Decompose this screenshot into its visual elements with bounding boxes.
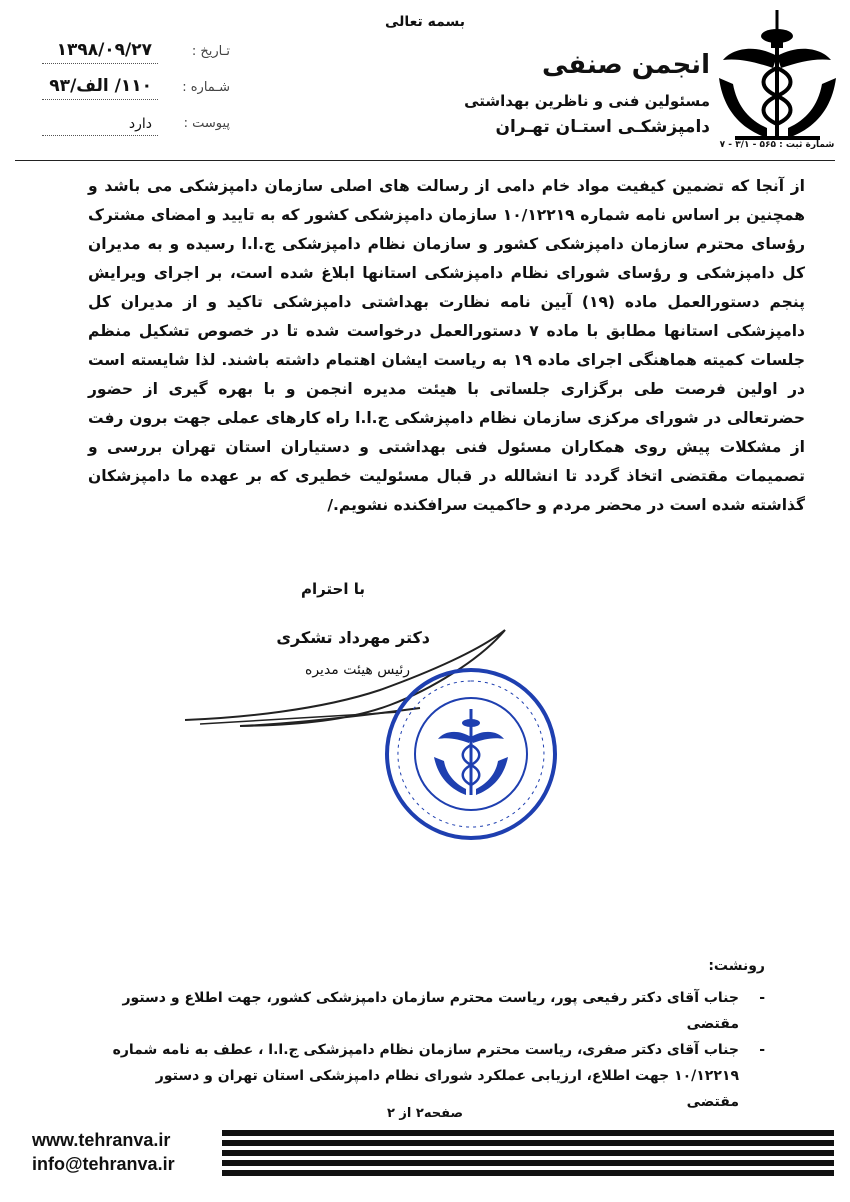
number-value: ۱۱۰/ الف/۹۳ [49,76,152,96]
attachment-underline [42,135,158,136]
date-underline [42,63,158,64]
page-number: صفحه۲ از ۲ [386,1106,464,1121]
cc-item [105,1037,765,1115]
date-value: ۱۳۹۸/۰۹/۲۷ [56,40,152,60]
body-paragraph: از آنجا که تضمین کیفیت مواد خام دامی از رسالت های اصلی سازمان دامپزشکی می باشد و همچنین بر اساس نامه شماره ۱۰/۱۲۲۱۹ سازمان دامپزشکی کشور که به تایید و امضای مشترک رؤسای محترم سازمان دامپزشکی کشور و سازمان نظام دامپزشکی ج.ا.ا رسیده و به مدیران کل دامپزشکی و رؤسای شورای نظام دامپزشکی استانها ابلاغ شده است، بر اجرای ویرایش پنجم دستورالعمل ماده (۱۹) آیین نامه نظارت بهداشتی دامپزشکی تاکید و از مدیران کل دامپزشکی استانها مطابق با ماده ۷ دستورالعمل درخواست شده تا در خصوص تشکیل منظم جلسات کمیته هماهنگی اجرای ماده ۱۹ به ریاست ایشان اهتمام داشته باشند. لذا شایسته است در اولین فرصت طی برگزاری جلساتی با هیئت مدیره انجمن و با بهره گیری از حضور حضرتعالی در شورای مرکزی سازمان نظام دامپزشکی ج.ا.ا راه کارهای عملی جهت برون رفت از مشکلات پیش روی همکاران مسئول فنی بهداشتی و دستیاران استان تهران بررسی و تصمیمات مقتضی اتخاذ گردد تا انشالله در قبال مسئولیت خطیری که بر عهده ما دامپزشکان گذاشته شده است در محضر مردم و حاکمیت سرافکنده نشویم./ [88,177,805,514]
letter-heading: بسمه تعالی [384,14,466,30]
number-underline [42,99,158,100]
cc-title: رونشت: [708,958,765,974]
email-link[interactable]: info@tehranva.ir [32,1154,175,1174]
cc-item-text: جناب آقای دکتر رفیعی پور، ریاست محترم سازمان دامپزشکی کشور، جهت اطلاع و دستور مقتضی [122,990,739,1032]
footer-stripes [222,1130,834,1176]
cc-item-text: جناب آقای دکتر صفری، ریاست محترم سازمان نظام دامپزشکی ج.ا.ا ، عطف به نامه شماره ۱۰/۱۲۲۱۹ جهت اطلاع، ارزیابی عملکرد شورای نظام دامپزشکی استان تهران و دستور مقتضی [112,1042,739,1110]
signer-name: دکتر مهرداد تشکری [276,628,430,647]
stripe [222,1150,834,1156]
attachment-label: پیوست : [183,116,230,131]
organization-province: دامپزشکـی استـان تهـران [495,117,710,137]
date-field [30,40,230,66]
organization-name: انجمن صنفی [541,50,710,80]
organization-subtitle: مسئولین فنی و ناظرین بهداشتی [464,92,710,110]
organization-logo-icon [715,8,840,148]
bullet-dash: - [759,990,765,1006]
number-field [30,76,230,102]
attachment-value: دارد [128,116,152,132]
stripe [222,1130,834,1136]
bullet-dash: - [759,1042,765,1058]
official-stamp-icon [382,665,560,843]
date-label: تـاریخ : [191,44,230,59]
closing-salutation: با احترام [300,580,365,598]
website-link[interactable]: www.tehranva.ir [32,1130,171,1150]
header-divider [15,160,835,161]
stripe [222,1170,834,1176]
letter-body [88,172,805,520]
registration-number: شمارة ثبت : ۵۶۵ - ۳/۱ - ۷ [719,140,835,150]
number-label: شـماره : [182,80,230,95]
attachment-field [30,116,230,138]
signer-title: رئیس هیئت مدیره [304,662,410,678]
stripe [222,1160,834,1166]
cc-item [105,985,765,1037]
stripe [222,1140,834,1146]
cc-list [105,985,765,1115]
